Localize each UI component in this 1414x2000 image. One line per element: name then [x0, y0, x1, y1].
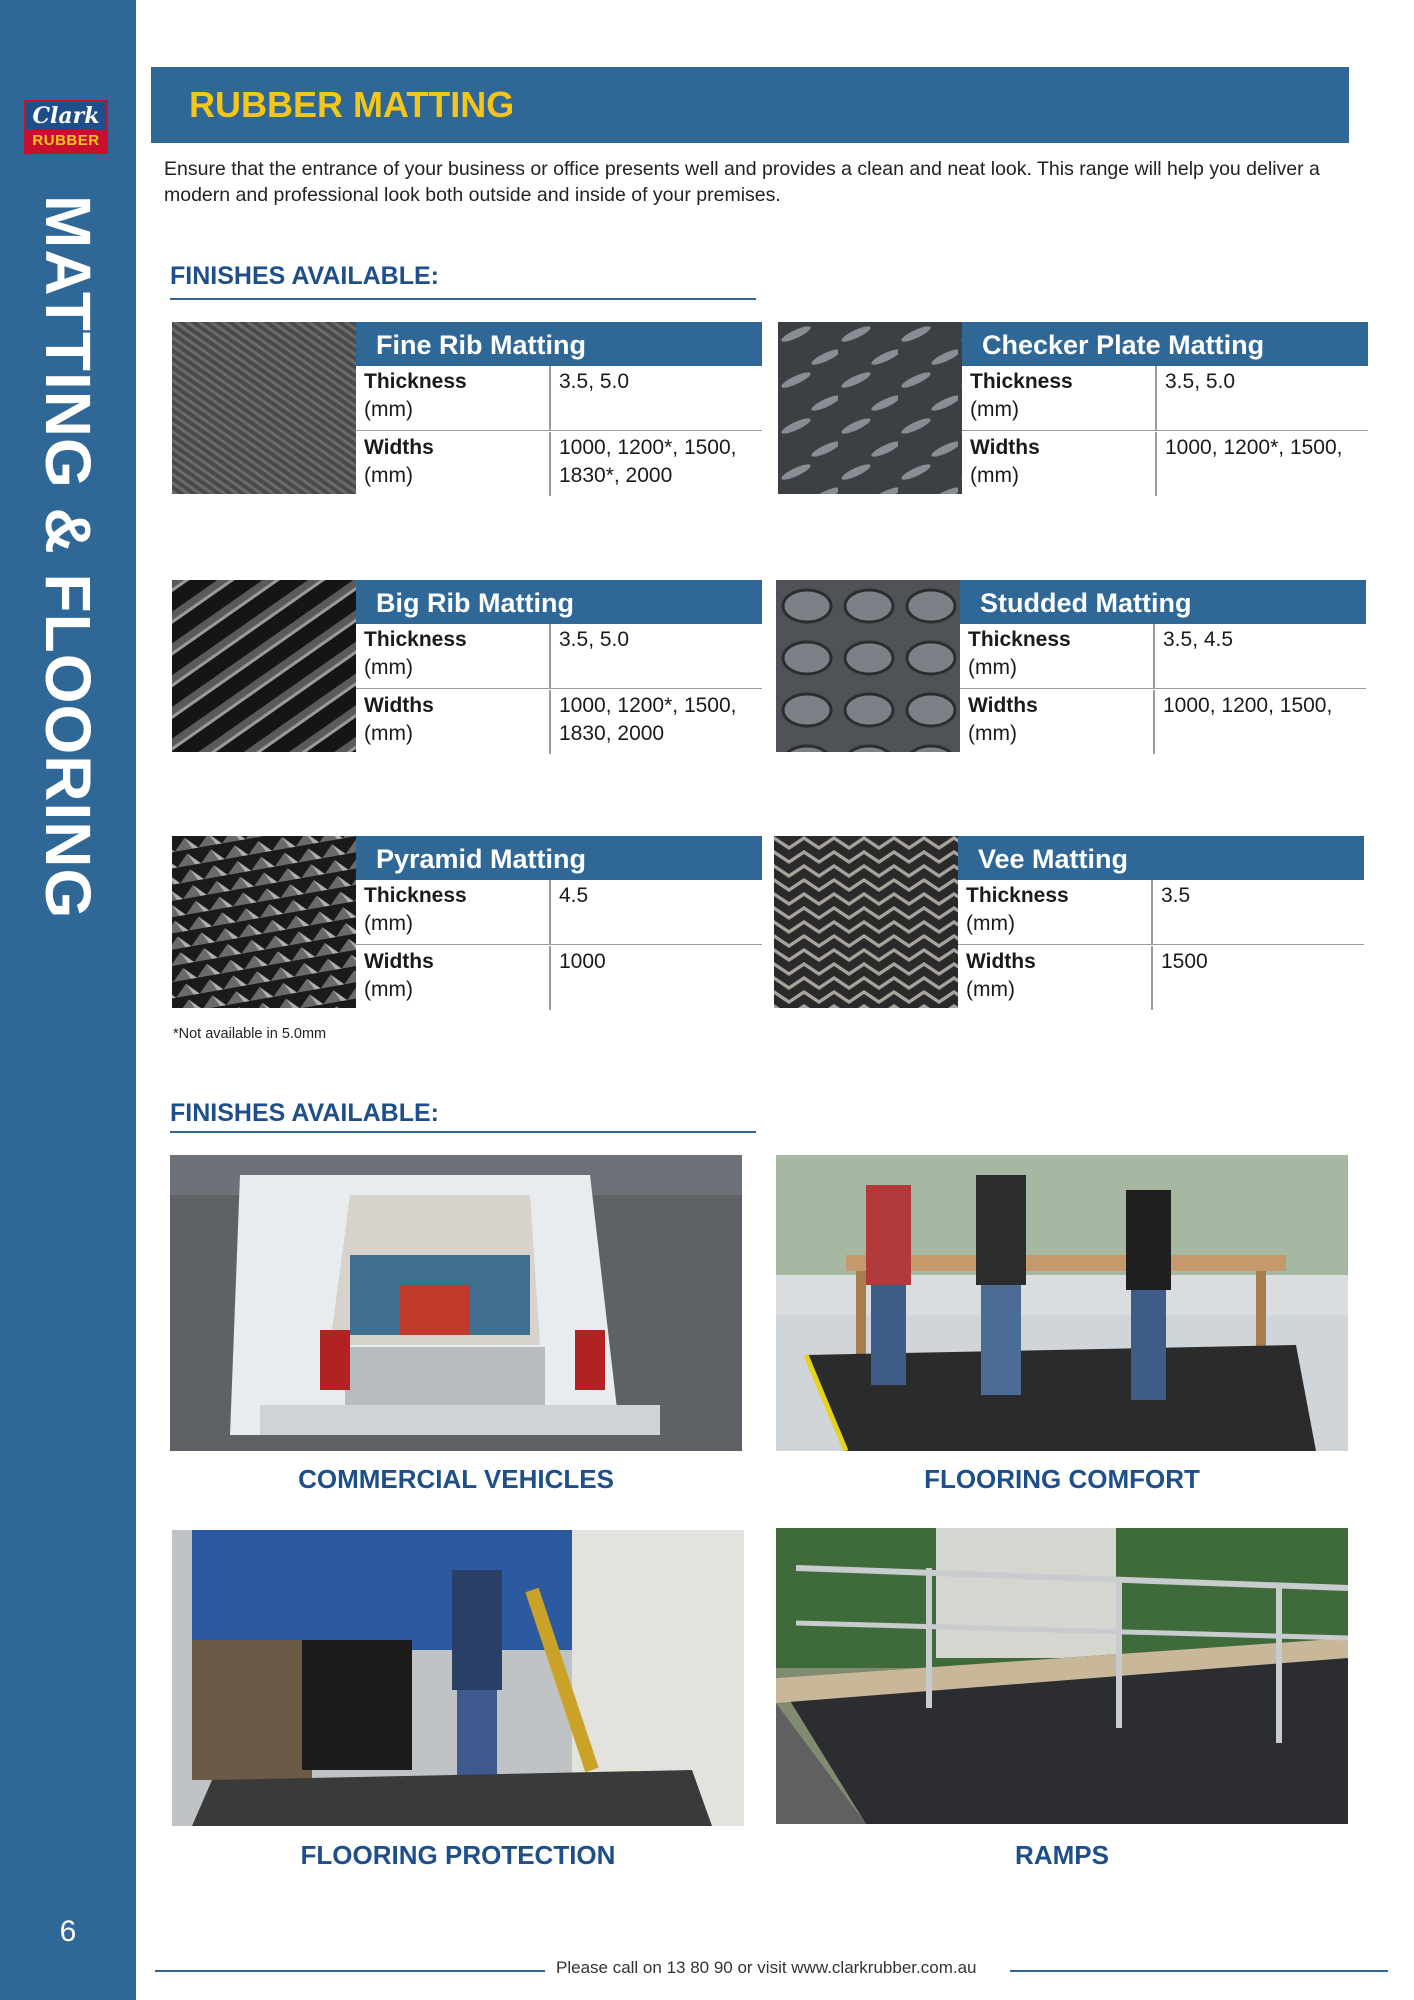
product-title-bar — [962, 322, 1368, 366]
footnote: *Not available in 5.0mm — [173, 1026, 327, 1042]
thickness-label: Thickness — [364, 884, 467, 907]
page-number: 6 — [59, 1915, 77, 1948]
van-cargo-photo — [170, 1155, 742, 1451]
column-divider — [1151, 946, 1153, 1010]
widths-label: Widths — [968, 694, 1038, 717]
ramp-photo — [776, 1528, 1348, 1824]
column-divider — [1153, 690, 1155, 754]
product-card-vee — [774, 836, 1364, 1008]
logo-text-top: Clark — [26, 102, 106, 130]
thickness-row — [356, 624, 762, 689]
column-divider — [549, 946, 551, 1010]
unit-label: (mm) — [364, 722, 413, 745]
thickness-row — [356, 880, 762, 945]
sidebar — [0, 0, 136, 2000]
unit-label: (mm) — [364, 398, 413, 421]
column-divider — [1151, 880, 1153, 944]
page-footer — [0, 1956, 1414, 1986]
widths-value: 1000 — [559, 950, 606, 973]
application-label: FLOORING COMFORT — [924, 1464, 1200, 1494]
product-card-studded — [776, 580, 1366, 752]
finishes-heading-rule — [170, 298, 756, 300]
product-name: Studded Matting — [980, 588, 1192, 618]
product-card-big-rib — [172, 580, 762, 752]
column-divider — [1153, 624, 1155, 688]
footer-contact-text: Please call on 13 80 90 or visit www.clarkrubber.com.au — [556, 1958, 977, 1977]
page-banner — [151, 67, 1349, 143]
thickness-row — [962, 366, 1368, 431]
finishes-heading-2: FINISHES AVAILABLE: — [170, 1099, 439, 1127]
unit-label: (mm) — [970, 464, 1019, 487]
product-card-fine-rib — [172, 322, 762, 494]
thickness-row — [958, 880, 1364, 945]
section-title-text: MATTING & FLOORING — [32, 195, 104, 920]
thickness-label: Thickness — [970, 370, 1073, 393]
workstation-photo — [776, 1155, 1348, 1451]
product-name: Pyramid Matting — [376, 844, 587, 874]
intro-paragraph: Ensure that the entrance of your business or office presents well and provides a clean and neat look. This range will help you deliver a modern and professional look both outside and inside of your premises. — [164, 158, 1320, 206]
thickness-label: Thickness — [968, 628, 1071, 651]
product-card-pyramid — [172, 836, 762, 1008]
column-divider — [549, 690, 551, 754]
footer-rule-right — [1010, 1970, 1388, 1972]
thickness-label: Thickness — [364, 628, 467, 651]
widths-label: Widths — [364, 950, 434, 973]
column-divider — [549, 880, 551, 944]
widths-label: Widths — [966, 950, 1036, 973]
widths-label: Widths — [970, 436, 1040, 459]
widths-row — [958, 946, 1364, 1010]
product-title-bar — [356, 322, 762, 366]
widths-label: Widths — [364, 694, 434, 717]
widths-value: 1000, 1200*, 1500, — [559, 694, 737, 717]
unit-label: (mm) — [970, 398, 1019, 421]
product-name: Checker Plate Matting — [982, 330, 1265, 360]
footer-rule-left — [155, 1970, 545, 1972]
checker-plate-texture-photo — [778, 322, 962, 494]
thickness-value: 4.5 — [559, 884, 589, 907]
big-rib-texture-photo — [172, 580, 356, 752]
unit-label: (mm) — [968, 656, 1017, 679]
thickness-label: Thickness — [364, 370, 467, 393]
fine-rib-texture-photo — [172, 322, 356, 494]
widths-row — [962, 432, 1368, 496]
widths-value-line2: 1830*, 2000 — [559, 464, 673, 487]
thickness-row — [356, 366, 762, 431]
column-divider — [549, 366, 551, 430]
application-label: COMMERCIAL VEHICLES — [298, 1464, 614, 1494]
thickness-value: 3.5, 5.0 — [1165, 370, 1236, 393]
product-title-bar — [356, 836, 762, 880]
unit-label: (mm) — [364, 912, 413, 935]
thickness-row — [960, 624, 1366, 689]
product-name: Big Rib Matting — [376, 588, 574, 618]
widths-row — [356, 690, 762, 754]
widths-row — [356, 946, 762, 1010]
column-divider — [549, 624, 551, 688]
product-name: Fine Rib Matting — [376, 330, 586, 360]
logo-text-bottom: RUBBER — [26, 130, 106, 152]
finishes-heading: FINISHES AVAILABLE: — [170, 262, 439, 290]
thickness-value: 3.5, 5.0 — [559, 370, 630, 393]
thickness-value: 3.5, 4.5 — [1163, 628, 1234, 651]
unit-label: (mm) — [364, 978, 413, 1001]
finishes-heading-rule-2 — [170, 1131, 756, 1133]
application-label: FLOORING PROTECTION — [300, 1840, 616, 1870]
product-title-bar — [960, 580, 1366, 624]
thickness-value: 3.5, 5.0 — [559, 628, 630, 651]
unit-label: (mm) — [364, 464, 413, 487]
thickness-value: 3.5 — [1161, 884, 1191, 907]
widths-label: Widths — [364, 436, 434, 459]
clark-rubber-logo — [24, 100, 108, 154]
widths-value: 1000, 1200, 1500, — [1163, 694, 1333, 717]
widths-value: 1500 — [1161, 950, 1208, 973]
widths-row — [356, 432, 762, 496]
widths-value: 1000, 1200*, 1500, — [559, 436, 737, 459]
unit-label: (mm) — [966, 978, 1015, 1001]
unit-label: (mm) — [364, 656, 413, 679]
thickness-label: Thickness — [966, 884, 1069, 907]
product-title-bar — [356, 580, 762, 624]
widths-value: 1000, 1200*, 1500, — [1165, 436, 1343, 459]
studded-texture-photo — [776, 580, 960, 752]
column-divider — [549, 432, 551, 496]
widths-value-line2: 1830, 2000 — [559, 722, 665, 745]
product-title-bar — [958, 836, 1364, 880]
widths-row — [960, 690, 1366, 754]
workshop-photo — [172, 1530, 744, 1826]
column-divider — [1155, 366, 1157, 430]
unit-label: (mm) — [968, 722, 1017, 745]
application-label: RAMPS — [1015, 1840, 1109, 1870]
page-title: RUBBER MATTING — [189, 84, 515, 125]
product-name: Vee Matting — [978, 844, 1129, 874]
section-title-vertical — [28, 195, 108, 920]
unit-label: (mm) — [966, 912, 1015, 935]
product-card-checker-plate — [778, 322, 1368, 494]
pyramid-texture-photo — [172, 836, 356, 1008]
column-divider — [1155, 432, 1157, 496]
vee-texture-photo — [774, 836, 958, 1008]
